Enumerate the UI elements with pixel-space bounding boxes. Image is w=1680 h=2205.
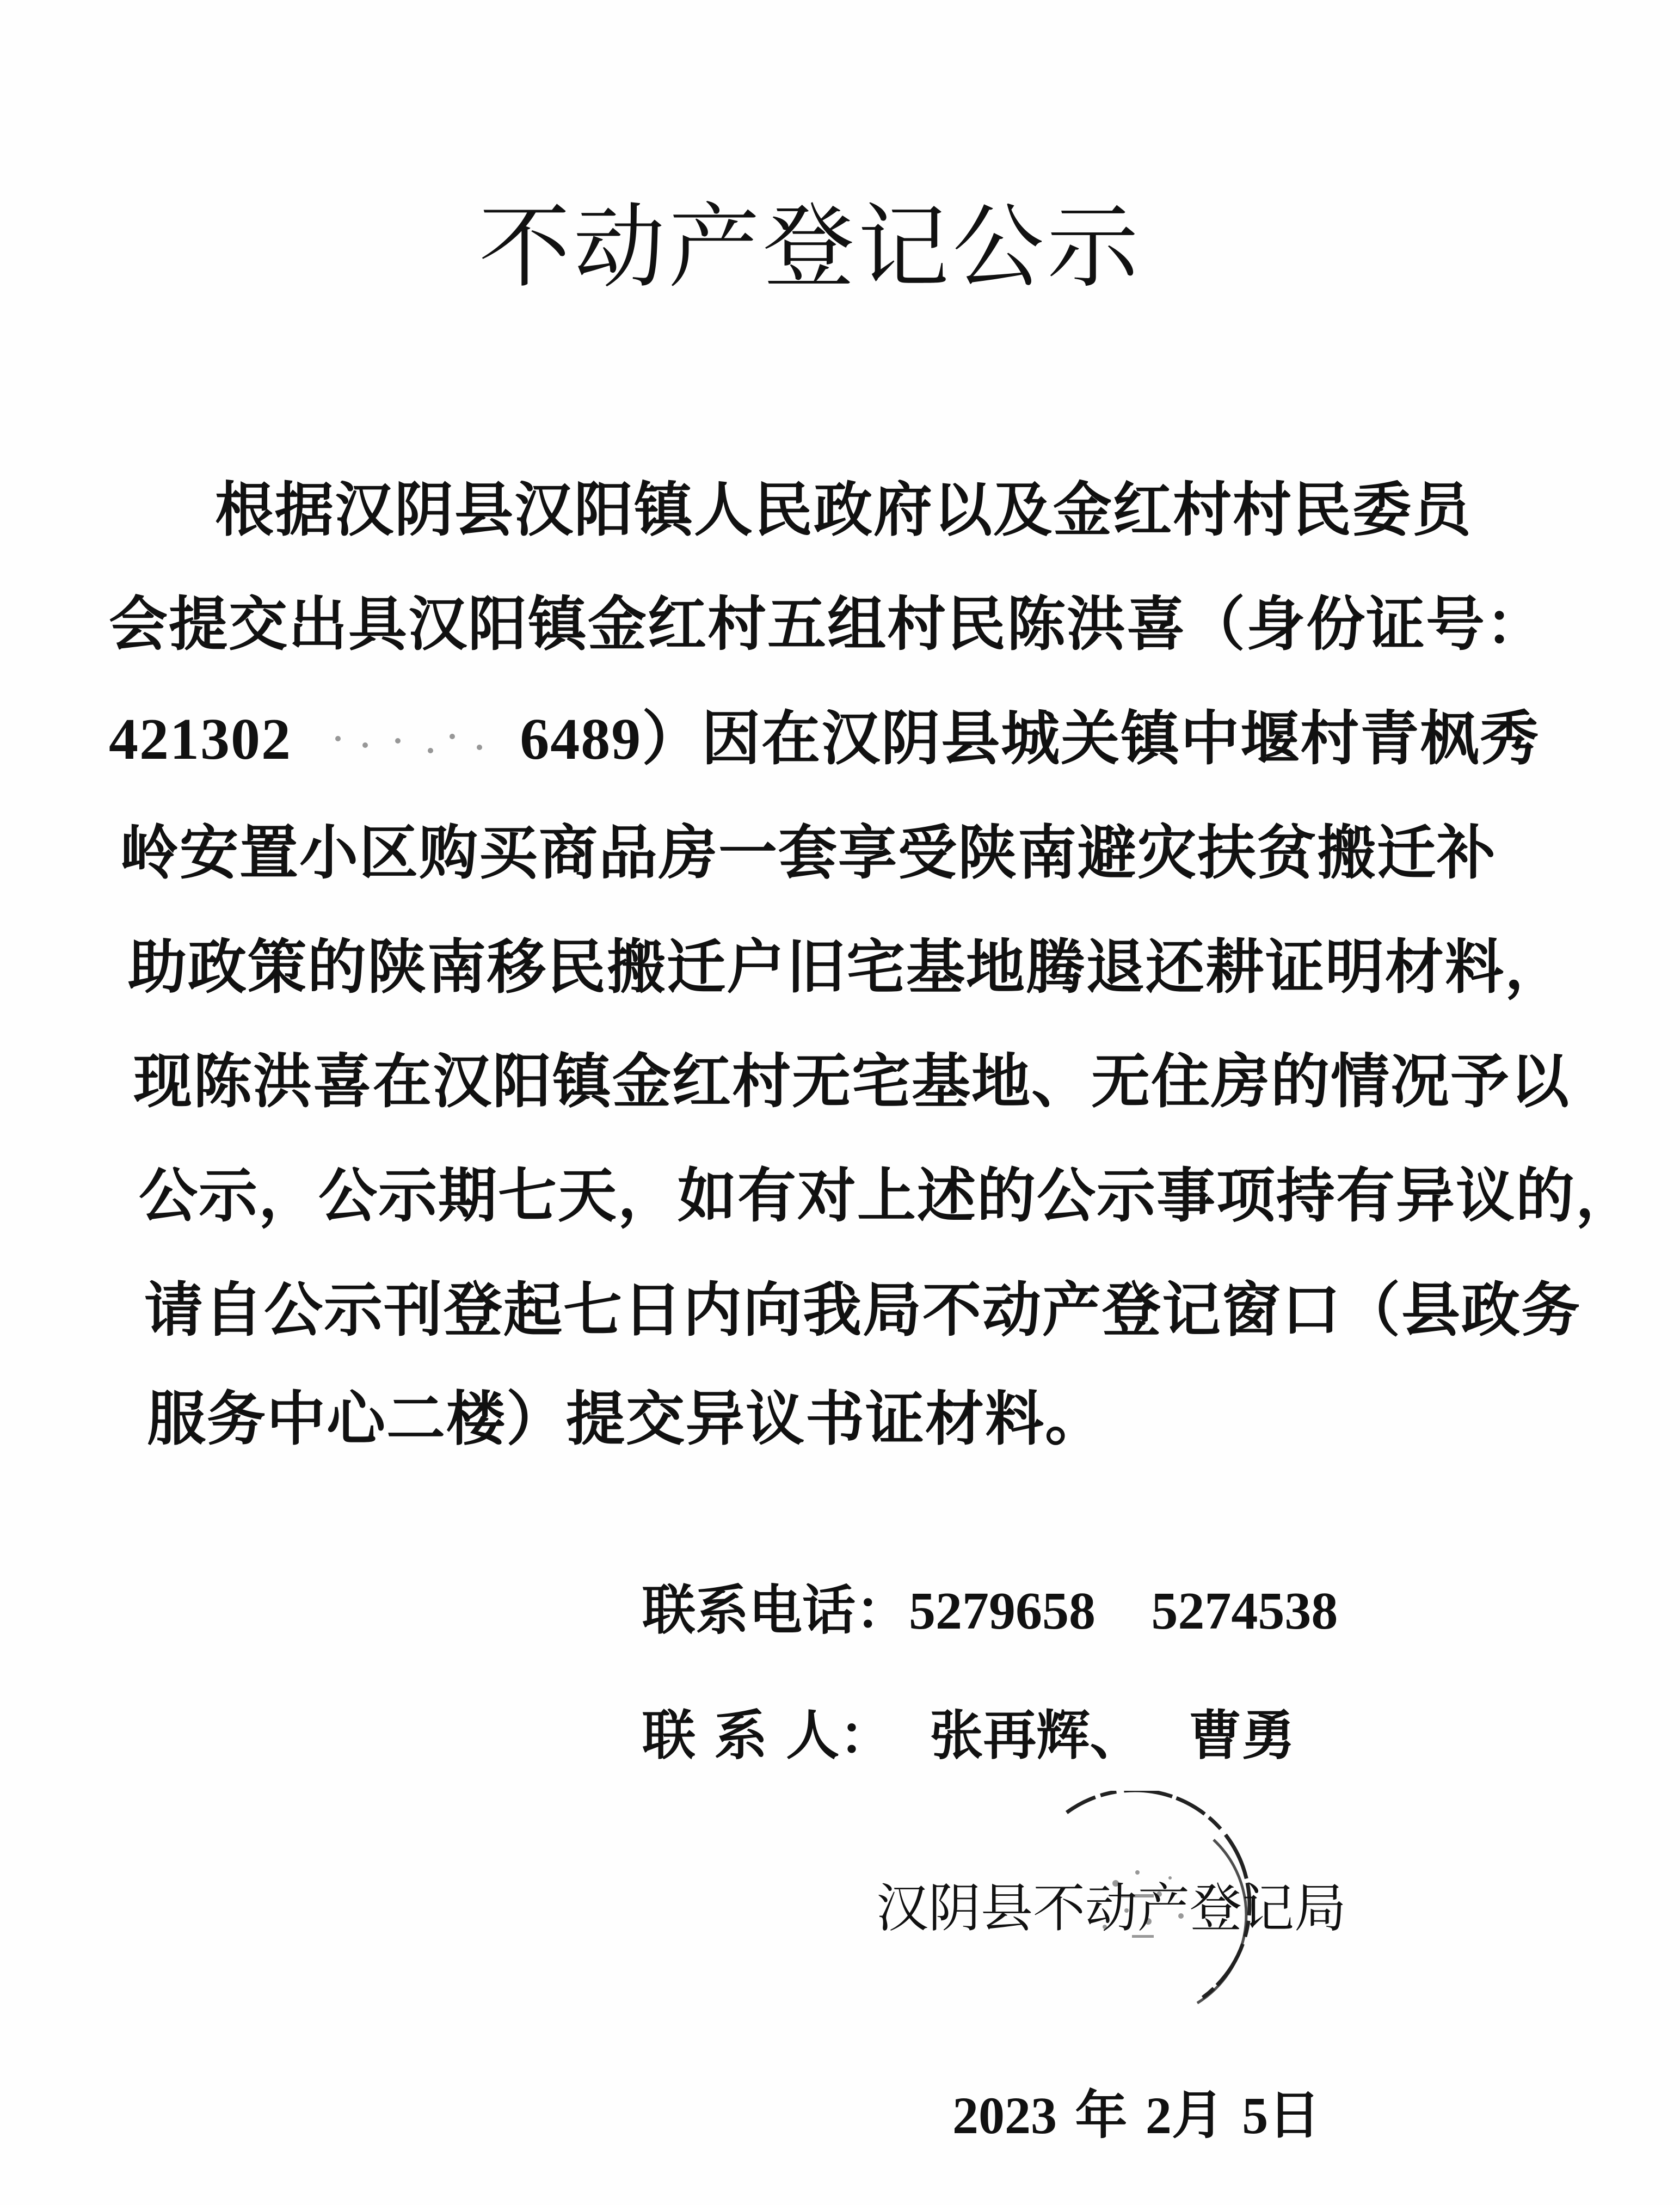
issuer-name: 汉阴县不动产登记局 [876, 1878, 1346, 1939]
contact-phone-2: 5274538 [1151, 1582, 1338, 1641]
body-line-2: 会提交出具汉阳镇金红村五组村民陈洪喜（身份证号： [109, 591, 1546, 659]
body-line-1: 根据汉阴县汉阳镇人民政府以及金红村村民委员 [215, 476, 1473, 544]
date-day: 5 [1242, 2086, 1269, 2145]
date-month-unit: 月 [1171, 2085, 1224, 2146]
issue-date [952, 2074, 1320, 2148]
body-line-3-text: 因在汉阴县城关镇中堰村青枫秀 [701, 705, 1540, 773]
body-line-7: 公示，公示期七天，如有对上述的公示事项持有异议的， [139, 1162, 1636, 1230]
body-line-5: 助政策的陕南移民搬迁户旧宅基地腾退还耕证明材料， [128, 933, 1565, 1002]
body-line-9: 服务中心二楼）提交异议书证材料。 [147, 1385, 1105, 1453]
body-line-3 [109, 691, 1540, 776]
contact-phone-row [642, 1568, 1338, 1644]
date-day-unit: 日 [1268, 2085, 1321, 2146]
redacted-id-digits [313, 726, 499, 759]
contact-person-row [642, 1693, 1295, 1770]
date-year-unit: 年 [1075, 2085, 1128, 2146]
body-line-4: 岭安置小区购买商品房一套享受陕南避灾扶贫搬迁补 [120, 819, 1497, 887]
contact-phone-label: 联系电话： [642, 1580, 909, 1642]
id-number-suffix: 6489） [520, 707, 702, 772]
contact-phone-1: 5279658 [909, 1582, 1096, 1641]
contact-person-label: 联 系 人： [642, 1705, 893, 1767]
date-year: 2023 [952, 2086, 1057, 2145]
contact-persons: 张再辉、 曹勇 [930, 1705, 1295, 1767]
body-line-6: 现陈洪喜在汉阳镇金红村无宅基地、无住房的情况予以 [133, 1048, 1571, 1116]
document-title: 不动产登记公示 [479, 194, 1142, 300]
id-number-prefix: 421302 [109, 707, 292, 772]
date-month: 2 [1145, 2086, 1172, 2145]
body-line-8: 请自公示刊登起七日内向我局不动产登记窗口（县政务 [144, 1276, 1581, 1344]
